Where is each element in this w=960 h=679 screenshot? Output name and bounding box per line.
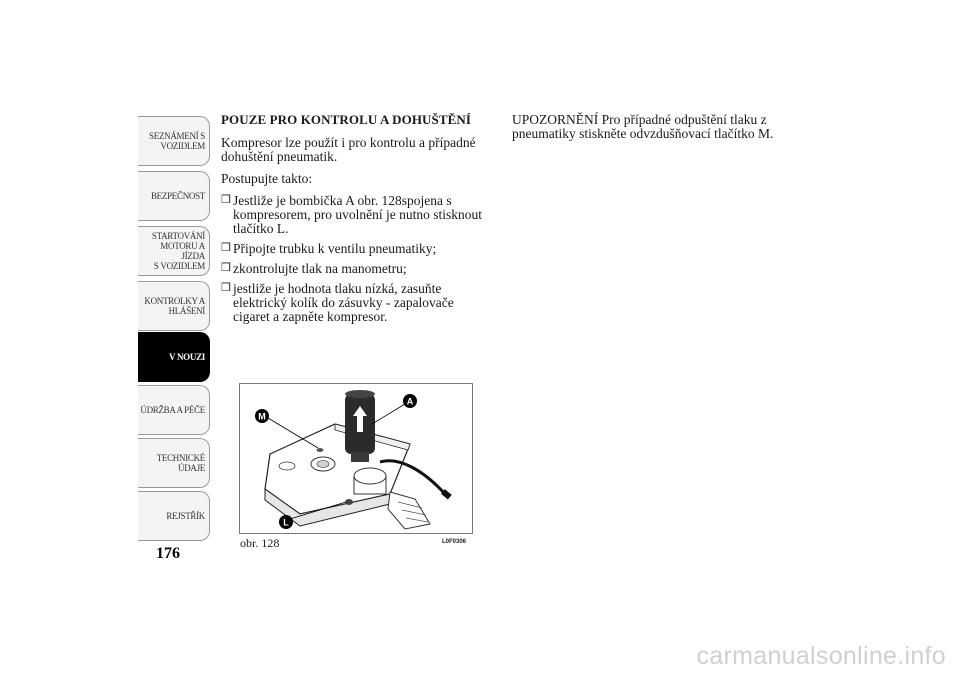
list-item [221, 282, 491, 324]
list-item [221, 242, 491, 256]
left-column [221, 113, 491, 330]
tab-kontrolky[interactable]: KONTROLKY A HLÁŠENÍ [138, 281, 210, 331]
right-column [512, 113, 782, 149]
watermark: carmanualsonline.info [696, 642, 946, 670]
steps-list [221, 194, 491, 324]
list-item [221, 194, 491, 236]
tab-udrzba[interactable]: ÚDRŽBA A PÉČE [138, 385, 210, 435]
callout-l-label: L [283, 517, 289, 528]
callout-a-label: A [406, 396, 414, 407]
step-text: Připojte trubku k ventilu pneumatiky; [233, 241, 437, 256]
warning-note: UPOZORNĚNÍ Pro případné odpuštění tlaku z pneumatiky stiskněte odvzdušňovací tlačítko M. [512, 112, 774, 141]
step-text: zkontrolujte tlak na manometru; [233, 261, 407, 276]
procedure-label: Postupujte takto: [221, 171, 313, 186]
section-heading: POUZE PRO KONTROLU A DOHUŠTĚNÍ [221, 112, 472, 127]
list-item [221, 262, 491, 276]
checkbox-icon: ❒ [221, 242, 231, 254]
page-number: 176 [156, 545, 180, 562]
checkbox-icon: ❒ [221, 262, 231, 274]
figure-caption: obr. 128 [240, 536, 280, 550]
compressor-illustration [240, 384, 472, 533]
checkbox-icon: ❒ [221, 282, 231, 294]
step-text: jestliže je hodnota tlaku nízká, zasuňte elektrický kolík do zásuvky - zapalovače cigaret a zapněte kompresor. [233, 281, 454, 324]
tab-startovani[interactable]: STARTOVÁNÍ MOTORU A JÍZDA S VOZIDLEM [138, 226, 210, 276]
tab-v-nouzi[interactable]: V NOUZI [138, 332, 210, 382]
callout-m-label: M [258, 411, 266, 422]
intro-paragraph: Kompresor lze použít i pro kontrolu a případné dohuštění pneumatik. [221, 135, 476, 164]
checkbox-icon: ❒ [221, 194, 231, 206]
figure-code: L0F0306 [442, 539, 467, 545]
tab-bezpecnost[interactable]: BEZPEČNOST [138, 171, 210, 221]
compressor-figure [239, 383, 473, 534]
tab-technicke-udaje[interactable]: TECHNICKÉ ÚDAJE [138, 438, 210, 488]
tab-rejstrik[interactable]: REJSTŘÍK [138, 491, 210, 541]
tab-seznameni-s-vozidlem[interactable]: SEZNÁMENÍ S VOZIDLEM [138, 116, 210, 166]
step-text: Jestliže je bombička A obr. 128spojena s kompresorem, pro uvolnění je nutno stisknout tlačítko L. [233, 193, 482, 236]
